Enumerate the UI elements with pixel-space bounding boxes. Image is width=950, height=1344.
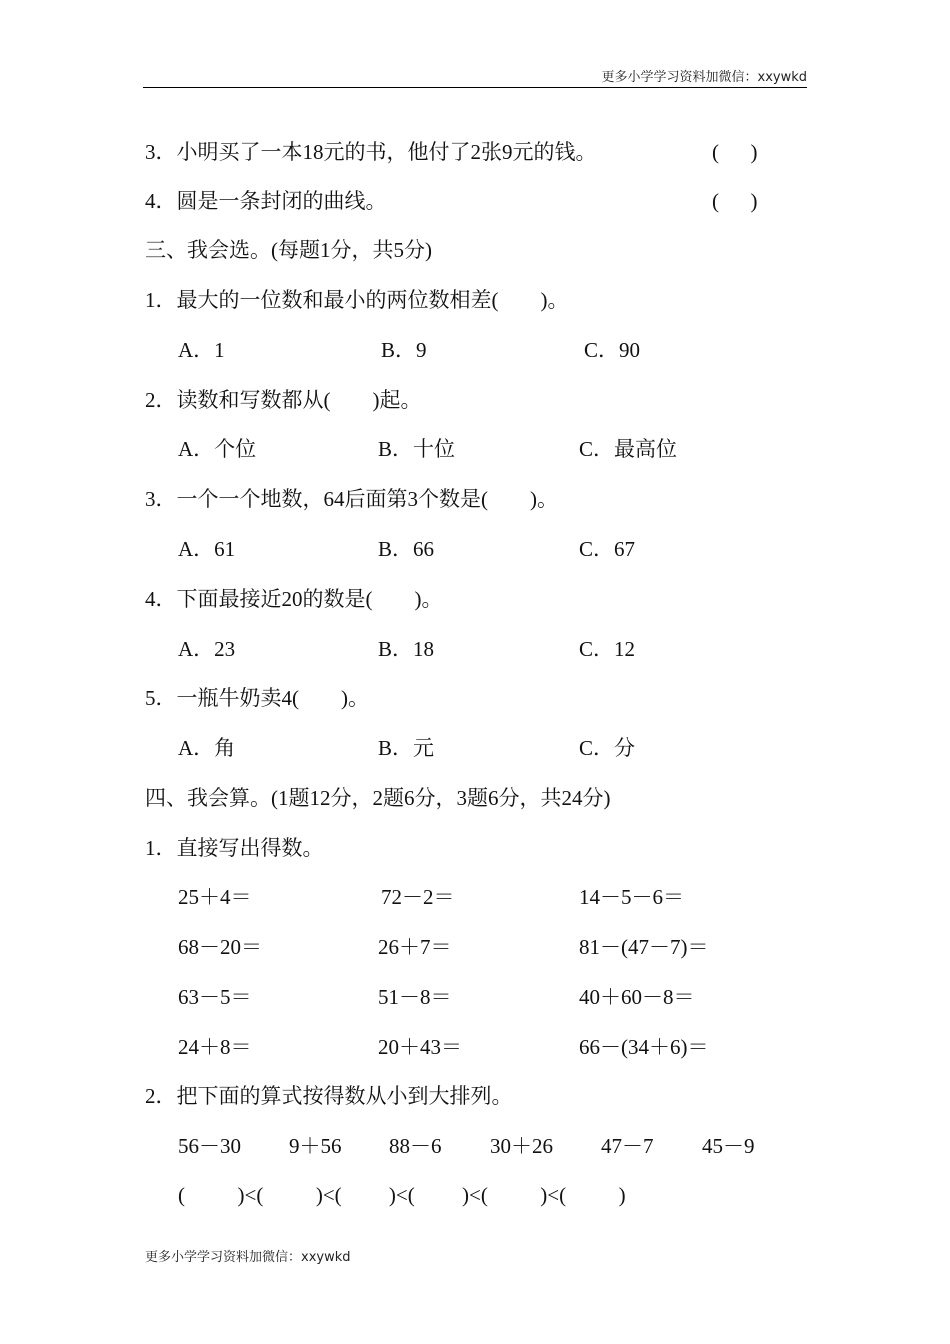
sort-expr: 45－9 bbox=[702, 1134, 755, 1158]
s3-q3-option-c: C．67 bbox=[579, 537, 636, 561]
header-rule bbox=[143, 87, 807, 88]
s4-question-2: 2．把下面的算式按得数从小到大排列。 bbox=[145, 1084, 513, 1108]
s3-q4-option-c: C．12 bbox=[579, 637, 636, 661]
s3-question-5: 5．一瓶牛奶卖4( )。 bbox=[145, 686, 369, 710]
judge-paren-4: ( ) bbox=[712, 189, 758, 213]
s3-q2-option-a: A．个位 bbox=[178, 437, 257, 461]
sort-expr: 47－7 bbox=[601, 1134, 654, 1158]
calc-cell: 24＋8＝ bbox=[178, 1035, 252, 1059]
s3-q1-option-b: B．9 bbox=[381, 338, 427, 362]
s4-question-1: 1．直接写出得数。 bbox=[145, 836, 324, 860]
s3-question-3: 3．一个一个地数，64后面第3个数是( )。 bbox=[145, 487, 558, 511]
calc-cell: 72－2＝ bbox=[381, 885, 455, 909]
calc-cell: 66－(34＋6)＝ bbox=[579, 1035, 709, 1059]
s3-question-2: 2．读数和写数都从( )起。 bbox=[145, 388, 422, 412]
calc-cell: 40＋60－8＝ bbox=[579, 985, 695, 1009]
sort-expr: 56－30 bbox=[178, 1134, 241, 1158]
calc-cell: 14－5－6＝ bbox=[579, 885, 684, 909]
sort-expr: 30＋26 bbox=[490, 1134, 553, 1158]
s3-q2-option-b: B．十位 bbox=[378, 437, 456, 461]
s3-q5-option-c: C．分 bbox=[579, 736, 636, 760]
calc-cell: 26＋7＝ bbox=[378, 935, 452, 959]
s3-q1-option-a: A．1 bbox=[178, 338, 225, 362]
s3-q3-option-a: A．61 bbox=[178, 537, 236, 561]
s3-q4-option-b: B．18 bbox=[378, 637, 435, 661]
s3-q2-option-c: C．最高位 bbox=[579, 437, 678, 461]
calc-cell: 20＋43＝ bbox=[378, 1035, 462, 1059]
s3-question-4: 4．下面最接近20的数是( )。 bbox=[145, 587, 443, 611]
judge-item-3: 3．小明买了一本18元的书，他付了2张9元的钱。 bbox=[145, 140, 597, 164]
calc-cell: 25＋4＝ bbox=[178, 885, 252, 909]
sort-expr: 9＋56 bbox=[289, 1134, 342, 1158]
calc-cell: 63－5＝ bbox=[178, 985, 252, 1009]
calc-cell: 81－(47－7)＝ bbox=[579, 935, 709, 959]
calc-cell: 68－20＝ bbox=[178, 935, 262, 959]
section4-title: 四、我会算。(1题12分，2题6分，3题6分，共24分) bbox=[145, 786, 611, 810]
sort-expr: 88－6 bbox=[389, 1134, 442, 1158]
section3-title: 三、我会选。(每题1分，共5分) bbox=[145, 238, 432, 262]
sort-answer-blanks: ( )<( )<( )<( )<( )<( ) bbox=[178, 1183, 626, 1207]
s3-q5-option-b: B．元 bbox=[378, 736, 435, 760]
s3-q5-option-a: A．角 bbox=[178, 736, 236, 760]
s3-q3-option-b: B．66 bbox=[378, 537, 435, 561]
s3-question-1: 1．最大的一位数和最小的两位数相差( )。 bbox=[145, 288, 569, 312]
footer-note: 更多小学学习资料加微信：xxywkd bbox=[145, 1250, 351, 1265]
judge-paren-3: ( ) bbox=[712, 140, 758, 164]
s3-q1-option-c: C．90 bbox=[584, 338, 641, 362]
calc-cell: 51－8＝ bbox=[378, 985, 452, 1009]
s3-q4-option-a: A．23 bbox=[178, 637, 236, 661]
header-note: 更多小学学习资料加微信：xxywkd bbox=[601, 70, 807, 85]
judge-item-4: 4．圆是一条封闭的曲线。 bbox=[145, 189, 387, 213]
